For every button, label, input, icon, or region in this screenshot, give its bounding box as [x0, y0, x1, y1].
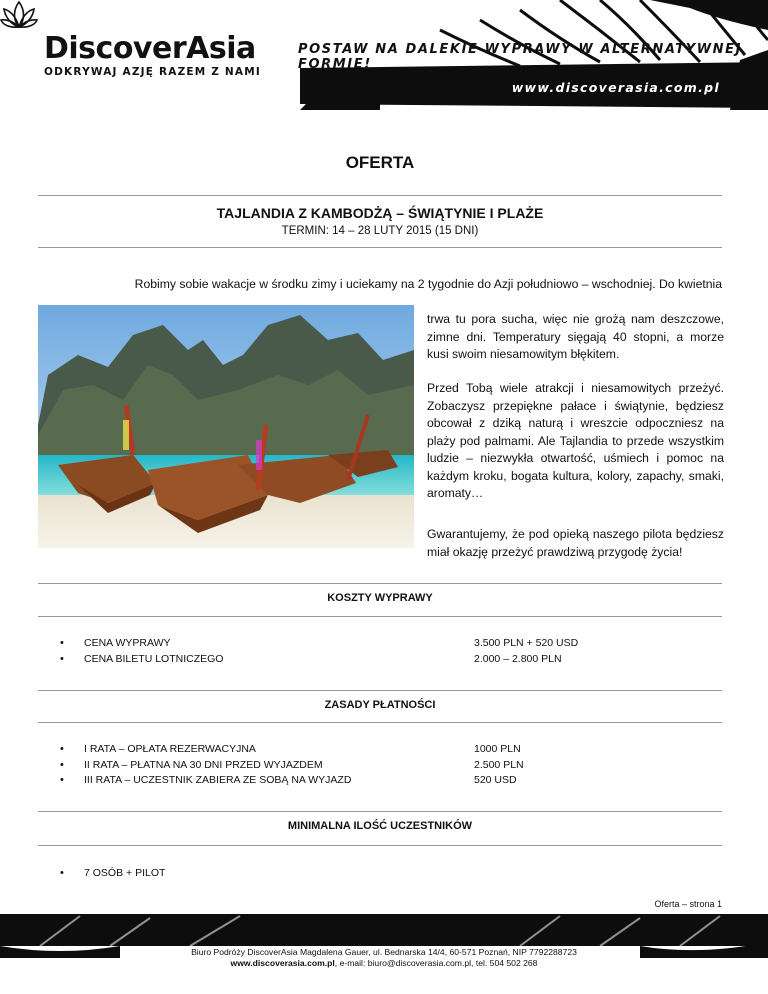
divider — [38, 845, 722, 846]
logo-text: DiscoverAsia — [44, 31, 256, 66]
footer-info — [0, 947, 768, 969]
intro-paragraph: trwa tu pora sucha, więc nie grożą nam deszczowe, zimne dni. Temperatury sięgają 40 stopni, a morze kusi swoim niesamowitym błękitem. — [427, 312, 724, 361]
payment-value: 1000 PLN — [474, 743, 521, 755]
page-header — [0, 0, 768, 110]
payments-values — [474, 742, 524, 789]
divider — [38, 247, 722, 248]
footer-contact-details: , e-mail: biuro@discoverasia.com.pl, tel. 504 502 268 — [334, 958, 538, 968]
payments-section-title: ZASADY PŁATNOŚCI — [324, 699, 436, 711]
cost-value: 3.500 PLN + 520 USD — [474, 637, 579, 649]
participants-list — [60, 866, 165, 882]
trip-date: TERMIN: 14 – 28 LUTY 2015 (15 DNI) — [281, 225, 479, 237]
divider — [38, 583, 722, 584]
guarantee-paragraph: Gwarantujemy, że pod opieką naszego pilota będziesz miał okazję przeżyć prawdziwą przygodę życia! — [427, 527, 724, 559]
costs-section-title: KOSZTY WYPRAWY — [327, 592, 433, 604]
costs-values — [474, 636, 578, 667]
divider — [38, 722, 722, 723]
trip-title: TAJLANDIA Z KAMBODŻĄ – ŚWIĄTYNIE I PLAŻE — [216, 205, 544, 221]
list-item: • CENA WYPRAWY — [60, 636, 223, 652]
footer-contact — [0, 958, 768, 969]
divider — [38, 616, 722, 617]
list-item: • II RATA – PŁATNA NA 30 DNI PRZED WYJAZDEM — [60, 758, 351, 774]
list-item: • I RATA – OPŁATA REZERWACYJNA — [60, 742, 351, 758]
page-number: Oferta – strona 1 — [654, 899, 722, 909]
list-item: • 7 OSÓB + PILOT — [60, 866, 165, 882]
divider — [38, 811, 722, 812]
divider — [38, 195, 722, 196]
logo-tagline: ODKRYWAJ AZJĘ RAZEM Z NAMI — [44, 66, 262, 78]
thailand-beach-photo — [38, 305, 414, 548]
page-title: OFERTA — [345, 153, 415, 172]
participants-section-title: MINIMALNA ILOŚĆ UCZESTNIKÓW — [287, 820, 473, 832]
lotus-icon — [0, 0, 38, 30]
logo[interactable] — [44, 31, 262, 78]
footer-address: Biuro Podróży DiscoverAsia Magdalena Gauer, ul. Bednarska 14/4, 60-571 Poznań, NIP 7792288723 — [191, 947, 577, 957]
intro-first-line: Robimy sobie wakacje w środku zimy i uciekamy na 2 tygodnie do Azji południowo – wschodniej. Do kwietnia — [134, 277, 722, 291]
payment-value: 2.500 PLN — [474, 758, 524, 771]
footer-website-link[interactable]: www.discoverasia.com.pl — [230, 958, 335, 968]
payments-list — [60, 742, 351, 789]
costs-list — [60, 636, 223, 667]
header-website-link[interactable]: www.discoverasia.com.pl — [511, 80, 720, 95]
header-slogan: POSTAW NA DALEKIE WYPRAWY W ALTERNATYWNEJ FORMIE! — [298, 42, 743, 72]
attractions-paragraph: Przed Tobą wiele atrakcji i niesamowitych przeżyć. Zobaczysz przepiękne pałace i świątynie, będziesz obcował z dziką naturą i wreszcie odpoczniesz na plaży pod palmami. Ale Tajlandia to przede wszystkim ludzie – niezwykła otwartość, uśmiech i pomoc na każdym kroku, bogata kultura, kolory, zapachy, smaki, aromaty… — [427, 381, 724, 500]
list-item: • CENA BILETU LOTNICZEGO — [60, 652, 223, 668]
payment-value: 520 USD — [474, 774, 517, 786]
divider — [38, 690, 722, 691]
cost-value: 2.000 – 2.800 PLN — [474, 652, 562, 665]
list-item: • III RATA – UCZESTNIK ZABIERA ZE SOBĄ NA WYJAZD — [60, 773, 351, 789]
